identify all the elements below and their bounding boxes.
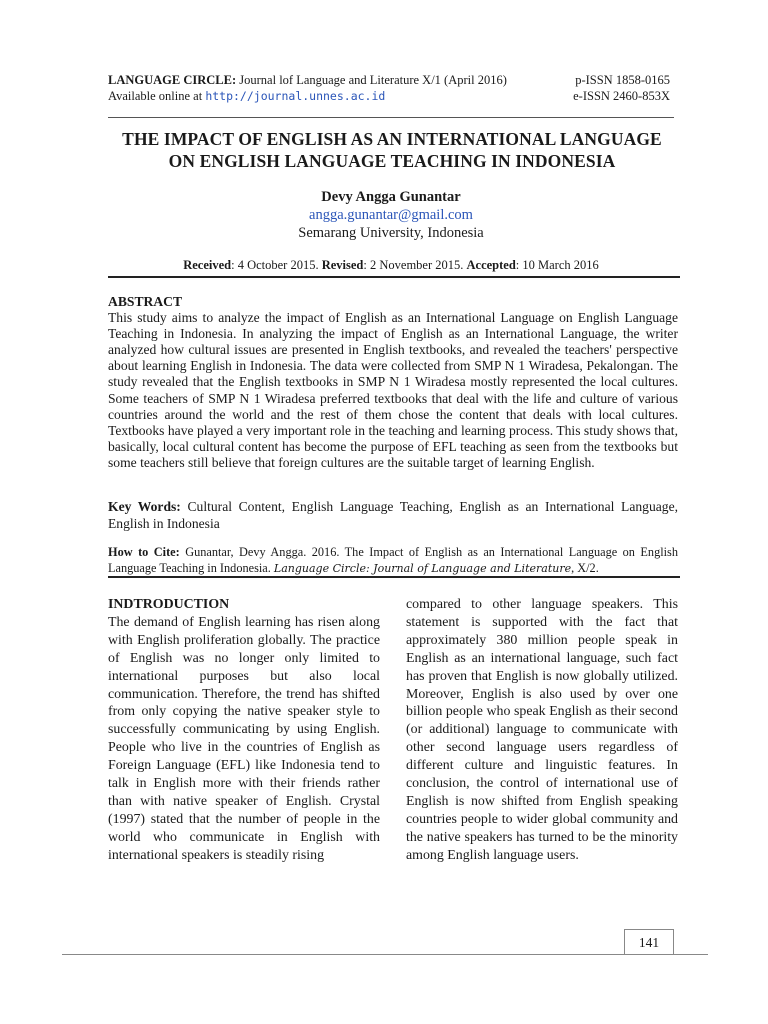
title-line-2: ON ENGLISH LANGUAGE TEACHING IN INDONESIA bbox=[168, 151, 616, 171]
electronic-issn: e-ISSN 2460-853X bbox=[573, 89, 670, 103]
citation-journal: Language Circle: Journal of Language and Literature bbox=[273, 561, 572, 575]
author-name: Devy Angga Gunantar bbox=[321, 189, 461, 205]
journal-description: Journal lof Language and Literature X/1 (April 2016) bbox=[239, 73, 507, 87]
citation-text: Gunantar, Devy Angga. 2016. The Impact of English as an International Language on English Language Teaching in Indonesia. bbox=[108, 545, 678, 575]
revised-label: Revised bbox=[321, 258, 364, 272]
dates-divider bbox=[108, 276, 680, 278]
introduction-heading: INDTRODUCTION bbox=[108, 597, 230, 612]
revised-date: : 2 November 2015. bbox=[363, 258, 467, 272]
body-column-left bbox=[108, 596, 380, 865]
introduction-text-right: compared to other language speakers. This statement is supported with the fact that approximately 380 million people speak in English as an international language, such fact has proven that English is now globally utilized. Moreover, English is also used by over one billion people who speak English as their second (or additional) language to communicate with other second language users regardless of different culture and linguistic features. In conclusion, the control of international use of English is now shifted from English speaking countries people to wider global community and the native speakers has turned to be the minority among English language users. bbox=[406, 597, 678, 863]
paper-title bbox=[90, 128, 694, 172]
keywords-label: Key Words: bbox=[108, 499, 181, 514]
running-header bbox=[108, 72, 670, 104]
keywords-text: Cultural Content, English Language Teaching, English as an International Language, English in Indonesia bbox=[108, 499, 678, 531]
author-block bbox=[108, 188, 674, 242]
title-line-1: THE IMPACT OF ENGLISH AS AN INTERNATIONAL LANGUAGE bbox=[122, 129, 662, 149]
keywords-section bbox=[108, 498, 678, 532]
how-to-cite-label: How to Cite: bbox=[108, 545, 180, 559]
received-label: Received bbox=[183, 258, 232, 272]
author-affiliation: Semarang University, Indonesia bbox=[298, 225, 484, 241]
availability-line bbox=[108, 88, 385, 104]
author-email-link[interactable]: angga.gunantar@gmail.com bbox=[309, 207, 473, 223]
citation-issue: , X/2. bbox=[571, 560, 599, 575]
accepted-date: : 10 March 2016 bbox=[515, 258, 599, 272]
journal-citation bbox=[108, 72, 507, 88]
accepted-label: Accepted bbox=[466, 258, 516, 272]
abstract-text: This study aims to analyze the impact of English as an International Language on English Language Teaching in Indonesia. In analyzing the impact of English as an International Language, the writer analyzed how cultural issues are presented in English textbooks, and revealed the teachers' perspective about learning English in Indonesia. The data were collected from SMP N 1 Wiradesa, Pekalongan. The study revealed that the English textbooks in SMP N 1 Wiradesa mostly represented the local cultures. Some teachers of SMP N 1 Wiradesa preferred textbooks that deal with the life and culture of various countries around the world and the rest of them chose the content that deals with local cultures. Textbooks have played a very important role in the teaching and learning process. This study shows that, basically, local cultural content has become the purpose of EFL teaching as seen from the textbooks but some teachers still believe that foreign cultures are the suitable target of learning English. bbox=[108, 310, 678, 470]
header-row-2 bbox=[108, 88, 670, 104]
footer-divider bbox=[62, 954, 708, 955]
journal-url-link[interactable]: http://journal.unnes.ac.id bbox=[205, 89, 386, 103]
available-online-label: Available online at bbox=[108, 89, 203, 103]
page-number: 141 bbox=[624, 929, 674, 954]
print-issn: p-ISSN 1858-0165 bbox=[575, 73, 670, 87]
body-column-right bbox=[406, 596, 678, 865]
cite-divider bbox=[108, 576, 680, 578]
introduction-text-left: The demand of English learning has risen along with English proliferation globally. The practice of English was no longer only limited to international purposes but also local communication. Therefore, the trend has shifted from only copying the native speaker style to successfully communicating by using English. People who live in the countries of English as Foreign Language (EFL) like Indonesia tend to talk in English more with their friends rather than with native speaker of English. Crystal (1997) stated that the number of people in the world who communicate in English with international speakers is steadily rising bbox=[108, 614, 380, 863]
journal-name: LANGUAGE CIRCLE: bbox=[108, 73, 237, 87]
submission-dates bbox=[108, 257, 674, 273]
abstract-heading: ABSTRACT bbox=[108, 294, 183, 309]
received-date: : 4 October 2015. bbox=[231, 258, 322, 272]
header-row-1 bbox=[108, 72, 670, 88]
header-divider bbox=[108, 117, 674, 118]
abstract-section bbox=[108, 294, 678, 471]
how-to-cite-section bbox=[108, 545, 678, 576]
